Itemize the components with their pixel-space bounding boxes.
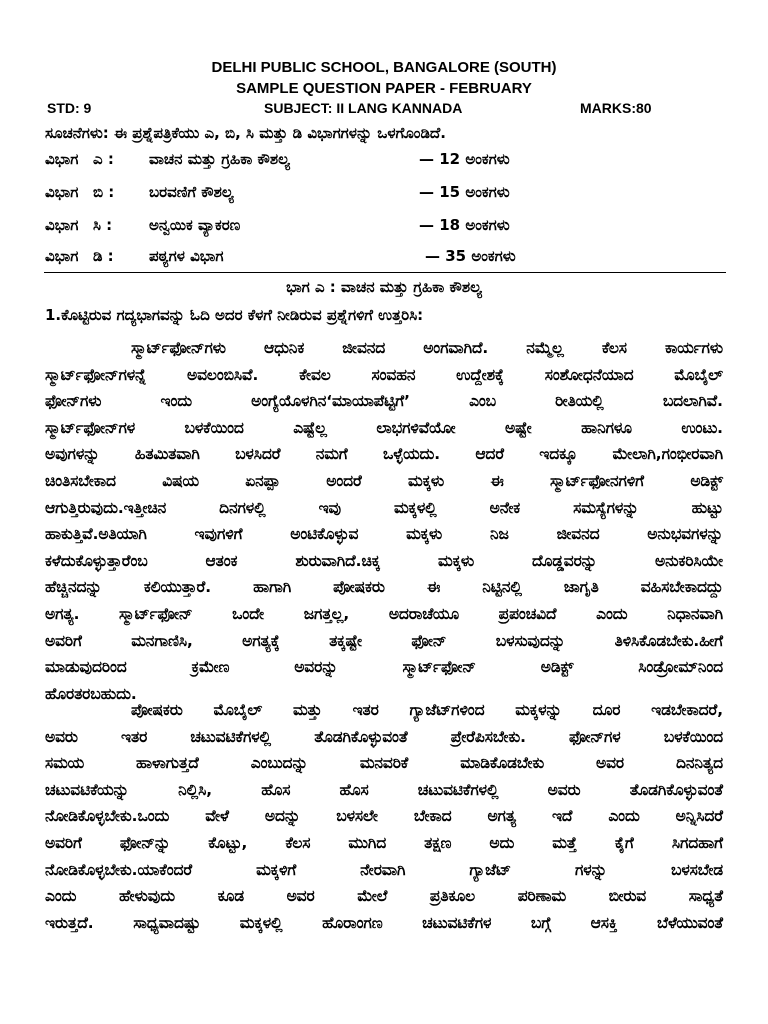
passage-line: ಸ್ಮಾರ್ಟ್‌ಫೋನ್‌ಗಳ ಬಳಕೆಯಿಂದ ಎಷ್ಟೆಲ್ಲ ಲಾಭಗಳಿವೆಯೋ ಅಷ್ಟೇ ಹಾನಿಗಳೂ ಉಂಟು. <box>45 418 723 437</box>
passage-line: ಪೋಷಕರು ಮೊಬೈಲ್ ಮತ್ತು ಇತರ ಗ್ಯಾಜೆಟ್‌ಗಳಿಂದ ಮಕ್ಕಳನ್ನು ದೂರ ಇಡಬೇಕಾದರೆ, <box>131 701 723 719</box>
passage-line: ಚಟುವಟಿಕೆಯನ್ನು ನಿಲ್ಲಿಸಿ, ಹೊಸ ಹೊಸ ಚಟುವಟಿಕೆಗಳಲ್ಲಿ ಅವರು ತೊಡಗಿಕೊಳ್ಳುವಂತೆ <box>45 780 723 799</box>
marks-label: MARKS:80 <box>580 100 652 116</box>
section-name: ವಾಚನ ಮತ್ತು ಗ್ರಹಿಕಾ ಕೌಶಲ್ಯ <box>149 150 290 168</box>
passage-line: ಅವುಗಳನ್ನು ಹಿತಮಿತವಾಗಿ ಬಳಸಿದರೆ ನಮಗೆ ಒಳ್ಳೆಯದು. ಆದರೆ ಇದಕ್ಕೂ ಮೇಲಾಗಿ,ಗಂಭೀರವಾಗಿ <box>45 445 723 464</box>
passage-line: ಹೊರತರಬಹುದು. <box>45 684 137 703</box>
passage-line: ಹೆಚ್ಚಿನದನ್ನು ಕಲಿಯುತ್ತಾರೆ. ಹಾಗಾಗಿ ಪೋಷಕರು ಈ ನಿಟ್ಟಿನಲ್ಲಿ ಜಾಗೃತಿ ವಹಿಸಬೇಕಾದದ್ದು <box>45 578 723 597</box>
passage-line: ನೋಡಿಕೊಳ್ಳಬೇಕು.ಒಂದು ವೇಳೆ ಅದನ್ನು ಬಳಸಲೇ ಬೇಕಾದ ಅಗತ್ಯ ಇದೆ ಎಂದು ಅನ್ನಿಸಿದರೆ <box>45 807 723 826</box>
passage-paragraph-2 <box>45 697 723 936</box>
subject-label: SUBJECT: II LANG KANNADA <box>264 100 463 116</box>
passage-line: ಅಗತ್ಯ. ಸ್ಮಾರ್ಟ್‌ಫೋನ್ ಒಂದೇ ಜಗತ್ತಲ್ಲ, ಅದರಾಚೆಯೂ ಪ್ರಪಂಚವಿದೆ ಎಂದು ನಿಧಾನವಾಗಿ <box>45 604 723 623</box>
passage-line: ಅವರು ಇತರ ಚಟುವಟಿಕೆಗಳಲ್ಲಿ ತೊಡಗಿಕೊಳ್ಳುವಂತೆ ಪ್ರೇರೆಪಿಸಬೇಕು. ಫೋನ್‌ಗಳ ಬಳಕೆಯಿಂದ <box>45 727 723 746</box>
passage-line: ಫೋನ್‌ಗಳು ಇಂದು ಅಂಗ್ಯೆಯೊಳಗಿನ‘ಮಾಯಾಪೆಟ್ಟಿಗೆ’ ಎಂಬ ರೀತಿಯಲ್ಲಿ ಬದಲಾಗಿವೆ. <box>45 392 723 411</box>
section-word: ವಿಭಾಗ <box>45 150 79 168</box>
section-name: ಬರವಣಿಗೆ ಕೌಶಲ್ಯ <box>149 183 234 201</box>
passage-line: ಮಾಡುವುದರಿಂದ ಕ್ರಮೇಣ ಅವರನ್ನು ಸ್ಮಾರ್ಟ್‌ಫೋನ್ ಅಡಿಕ್ಟ್ ಸಿಂಡ್ರೋಮ್‌ನಿಂದ <box>45 658 723 677</box>
paper-title: SAMPLE QUESTION PAPER - FEBRUARY <box>236 80 532 97</box>
section-name: ಪಠ್ಯಗಳ ವಿಭಾಗ <box>149 247 224 265</box>
passage-line: ಆಗುತ್ತಿರುವುದು.ಇತ್ತೀಚಿನ ದಿನಗಳಲ್ಲಿ ಇವು ಮಕ್ಕಳಲ್ಲಿ ಅನೇಕ ಸಮಸ್ಯೆಗಳನ್ನು ಹುಟ್ಟು <box>45 498 723 517</box>
school-name: DELHI PUBLIC SCHOOL, BANGALORE (SOUTH) <box>211 59 557 76</box>
instructions: ಸೂಚನೆಗಳು: ಈ ಪ್ರಶ್ನೆಪತ್ರಿಕೆಯು ಎ, ಬಿ, ಸಿ ಮತ್ತು ಡಿ ವಿಭಾಗಗಳನ್ನು ಒಳಗೊಂಡಿದೆ. <box>45 124 446 142</box>
passage-line: ಸ್ಮಾರ್ಟ್‌ಫೋನ್‌ಗಳನ್ನೆ ಅವಲಂಬಿಸಿವೆ. ಕೇವಲ ಸಂವಹನ ಉದ್ದೇಶಕ್ಕೆ ಸಂಶೋಧನೆಯಾದ ಮೊಬೈಲ್ <box>45 365 723 384</box>
section-marks: — 18 ಅಂಕಗಳು <box>419 216 510 234</box>
section-marks: — 35 ಅಂಕಗಳು <box>425 247 516 265</box>
std-label: STD: 9 <box>47 100 92 116</box>
passage-line: ಚಿಂತಿಸಬೇಕಾದ ವಿಷಯ ಏನಪ್ಪಾ ಅಂದರೆ ಮಕ್ಕಳು ಈ ಸ್ಮಾರ್ಟ್‌ಫೋನಗಳಿಗೆ ಅಡಿಕ್ಟ್ <box>45 471 723 490</box>
section-letter: ಎ : <box>93 150 114 168</box>
passage-line: ಕಳೆದುಕೊಳ್ಳುತ್ತಾರೆಂಬ ಆತಂಕ ಶುರುವಾಗಿದೆ.ಚಿಕ್ಕ ಮಕ್ಕಳು ದೊಡ್ಡವರನ್ನು ಅನುಕರಿಸಿಯೇ <box>45 551 723 570</box>
section-word: ವಿಭಾಗ <box>45 216 79 234</box>
divider-line <box>44 272 726 273</box>
question-1: 1.ಕೊಟ್ಟಿರುವ ಗದ್ಯಭಾಗವನ್ನು ಓದಿ ಅದರ ಕೆಳಗೆ ನೀಡಿರುವ ಪ್ರಶ್ನೆಗಳಿಗೆ ಉತ್ತರಿಸಿ: <box>45 306 424 324</box>
section-letter: ಬಿ : <box>93 183 115 201</box>
section-name: ಅನ್ವಯಿಕ ವ್ಯಾಕರಣ <box>149 216 241 234</box>
passage-line: ಸಮಯ ಹಾಳಾಗುತ್ತದೆ ಎಂಬುದನ್ನು ಮನವರಿಕೆ ಮಾಡಿಕೊಡಬೇಕು ಅವರ ದಿನನಿತ್ಯದ <box>45 754 723 773</box>
part-a-heading: ಭಾಗ ಎ : ವಾಚನ ಮತ್ತು ಗ್ರಹಿಕಾ ಕೌಶಲ್ಯ <box>286 278 482 296</box>
passage-line: ಇರುತ್ತದೆ. ಸಾಧ್ಯವಾದಷ್ಟು ಮಕ್ಕಳಲ್ಲಿ ಹೊರಾಂಗಣ ಚಟುವಟಿಕೆಗಳ ಬಗ್ಗೆ ಆಸಕ್ತಿ ಬೆಳೆಯುವಂತೆ <box>45 913 723 932</box>
passage-line: ಸ್ಮಾರ್ಟ್‌ಫೋನ್‌ಗಳು ಆಧುನಿಕ ಜೀವನದ ಅಂಗವಾಗಿದೆ. ನಮ್ಮೆಲ್ಲ ಕೆಲಸ ಕಾರ್ಯಗಳು <box>131 339 723 357</box>
section-letter: ಡಿ : <box>93 247 114 265</box>
passage-line: ಎಂದು ಹೇಳುವುದು ಕೂಡ ಅವರ ಮೇಲೆ ಪ್ರತಿಕೂಲ ಪರಿಣಾಮ ಬೀರುವ ಸಾಧ್ಯತೆ <box>45 887 723 906</box>
passage-line: ಅವರಿಗೆ ಫೋನ್‌ನ್ನು ಕೊಟ್ಟು, ಕೆಲಸ ಮುಗಿದ ತಕ್ಷಣ ಅದು ಮತ್ತೆ ಕೈಗೆ ಸಿಗದಹಾಗೆ <box>45 833 723 852</box>
passage-line: ಅವರಿಗೆ ಮನಗಾಣಿಸಿ, ಅಗತ್ಯಕ್ಕೆ ತಕ್ಕಷ್ಟೇ ಫೋನ್ ಬಳಸುವುದನ್ನು ತಿಳಿಸಿಕೊಡಬೇಕು.ಹೀಗೆ <box>45 631 723 650</box>
section-letter: ಸಿ : <box>93 216 113 234</box>
section-word: ವಿಭಾಗ <box>45 183 79 201</box>
passage-line: ನೋಡಿಕೊಳ್ಳಬೇಕು.ಯಾಕೆಂದರೆ ಮಕ್ಕಳಿಗೆ ನೇರವಾಗಿ ಗ್ಯಾಜೆಟ್ ಗಳನ್ನು ಬಳಸಬೇಡ <box>45 860 723 879</box>
passage-paragraph-1 <box>45 335 723 707</box>
section-marks: — 15 ಅಂಕಗಳು <box>419 183 510 201</box>
section-word: ವಿಭಾಗ <box>45 247 79 265</box>
section-marks: — 12 ಅಂಕಗಳು <box>419 150 510 168</box>
passage-line: ಹಾಕುತ್ತಿವೆ.ಅತಿಯಾಗಿ ಇವುಗಳಿಗೆ ಅಂಟಿಕೊಳ್ಳುವ ಮಕ್ಕಳು ನಿಜ ಜೀವನದ ಅನುಭವಗಳನ್ನು <box>45 525 723 544</box>
